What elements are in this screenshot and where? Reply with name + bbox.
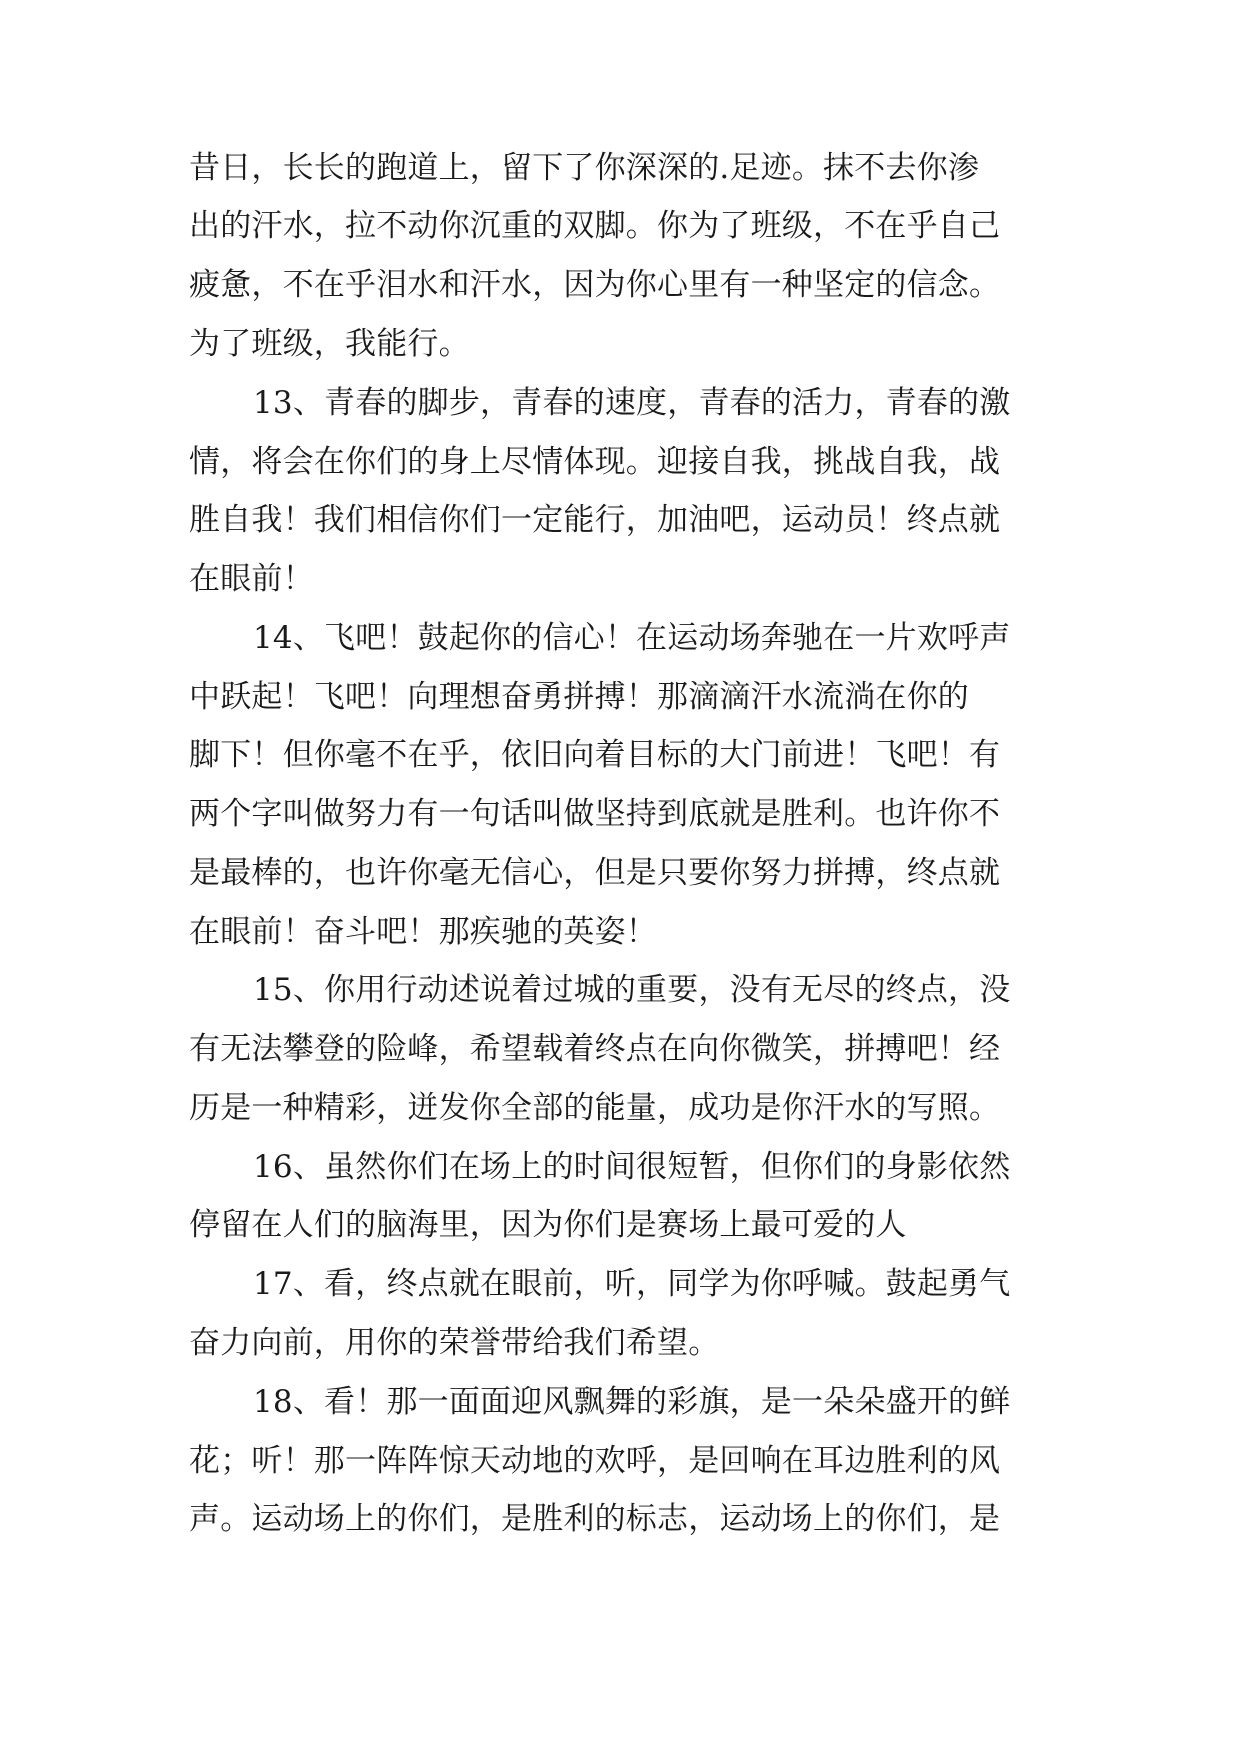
text-line: 在眼前！ [189, 561, 314, 597]
text-line: 情，将会在你们的身上尽情体现。迎接自我，挑战自我，战 [189, 444, 1001, 480]
text-line: 声。运动场上的你们，是胜利的标志，运动场上的你们，是 [189, 1501, 1001, 1537]
text-line: 18、看！那一面面迎风飘舞的彩旗，是一朵朵盛开的鲜 [253, 1384, 1011, 1420]
text-line: 是最棒的，也许你毫无信心，但是只要你努力拼搏，终点就 [189, 855, 1001, 891]
text-line: 出的汗水，拉不动你沉重的双脚。你为了班级，不在乎自己 [189, 208, 1001, 244]
text-line: 16、虽然你们在场上的时间很短暂，但你们的身影依然 [253, 1149, 1011, 1185]
text-line: 中跃起！飞吧！向理想奋勇拼搏！那滴滴汗水流淌在你的 [189, 679, 969, 715]
text-line: 胜自我！我们相信你们一定能行，加油吧，运动员！终点就 [189, 502, 1001, 538]
text-line: 15、你用行动述说着过城的重要，没有无尽的终点，没 [253, 972, 1011, 1008]
text-line: 两个字叫做努力有一句话叫做坚持到底就是胜利。也许你不 [189, 796, 1001, 832]
text-line: 13、青春的脚步，青春的速度，青春的活力，青春的激 [253, 385, 1011, 421]
text-line: 脚下！但你毫不在乎，依旧向着目标的大门前进！飞吧！有 [189, 737, 1001, 773]
text-line: 17、看，终点就在眼前，听，同学为你呼喊。鼓起勇气 [253, 1266, 1011, 1302]
text-line: 疲惫，不在乎泪水和汗水，因为你心里有一种坚定的信念。 [189, 267, 1001, 303]
text-line: 14、飞吧！鼓起你的信心！在运动场奔驰在一片欢呼声 [253, 620, 1011, 656]
text-line: 花；听！那一阵阵惊天动地的欢呼，是回响在耳边胜利的风 [189, 1443, 1001, 1479]
text-line: 为了班级，我能行。 [189, 326, 470, 362]
text-line: 在眼前！奋斗吧！那疾驰的英姿！ [189, 914, 657, 950]
text-line: 历是一种精彩，迸发你全部的能量，成功是你汗水的写照。 [189, 1090, 1001, 1126]
text-line: 有无法攀登的险峰，希望载着终点在向你微笑，拼搏吧！经 [189, 1031, 1001, 1067]
text-line: 停留在人们的脑海里，因为你们是赛场上最可爱的人 [189, 1207, 907, 1243]
text-line: 奋力向前，用你的荣誉带给我们希望。 [189, 1325, 720, 1361]
text-line: 昔日，长长的跑道上，留下了你深深的.足迹。抹不去你渗 [189, 150, 980, 186]
